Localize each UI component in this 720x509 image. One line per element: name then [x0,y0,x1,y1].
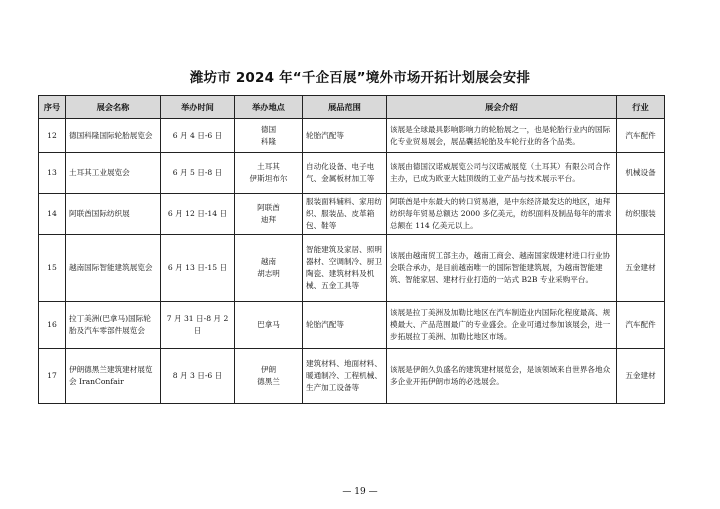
exhibition-intro: 阿联酋是中东最大的转口贸易港，是中东经济最发达的地区，迪拜纺织每年贸易总额达 2000 多亿美元，纺织面料及制品每年的需求总额在 114 亿美元以上。 [387,194,617,235]
exhibition-location: 越南 胡志明 [235,235,303,302]
exhibit-scope: 轮胎汽配等 [303,302,387,349]
exhibition-date: 7 月 31 日-8 月 2 日 [161,302,235,349]
exhibition-date: 6 月 4 日-6 日 [161,119,235,153]
page-number: — 19 — [342,487,378,497]
table-row [39,153,665,194]
exhibition-name: 拉丁美洲(巴拿马)国际轮胎及汽车零部件展览会 [66,302,161,349]
header-scope: 展品范围 [303,96,387,119]
exhibition-date: 6 月 12 日-14 日 [161,194,235,235]
exhibition-name: 阿联酋国际纺织展 [66,194,161,235]
header-date: 举办时间 [161,96,235,119]
industry: 汽车配件 [617,119,665,153]
exhibition-location: 阿联酋 迪拜 [235,194,303,235]
exhibit-scope: 智能建筑及家居、照明器材、空调制冷、厨卫陶瓷、建筑材料及机械、五金工具等 [303,235,387,302]
exhibit-scope: 自动化设备、电子电气、金属板材加工等 [303,153,387,194]
table-row [39,349,665,404]
table-row [39,235,665,302]
table-row [39,119,665,153]
industry: 五金建材 [617,235,665,302]
row-number: 14 [39,194,66,235]
exhibition-intro: 该展由德国汉诺威展览公司与汉诺威展览（土耳其）有限公司合作主办，已成为欧亚大陆顶级的工业产品与技术展示平台。 [387,153,617,194]
exhibition-intro: 该展是全球最具影响影响力的轮胎展之一，也是轮胎行业内的国际化专业贸易展会，展品囊括轮胎及车轮行业的各个品类。 [387,119,617,153]
exhibition-location: 巴拿马 [235,302,303,349]
exhibition-table [38,95,665,404]
header-industry: 行业 [617,96,665,119]
page-title: 潍坊市 2024 年“千企百展”境外市场开拓计划展会安排 [189,70,531,86]
exhibition-name: 德国科隆国际轮胎展览会 [66,119,161,153]
row-number: 16 [39,302,66,349]
industry: 汽车配件 [617,302,665,349]
table-header-row [39,96,665,119]
exhibition-date: 6 月 13 日-15 日 [161,235,235,302]
exhibition-name: 伊朗德黑兰建筑建材展览会 IranConfair [66,349,161,404]
exhibition-date: 8 月 3 日-6 日 [161,349,235,404]
row-number: 15 [39,235,66,302]
table-row [39,302,665,349]
exhibit-scope: 轮胎汽配等 [303,119,387,153]
exhibition-intro: 该展是伊朗久负盛名的建筑建材展览会，是该领域来自世界各地众多企业开拓伊朗市场的必选展会。 [387,349,617,404]
header-name: 展会名称 [66,96,161,119]
row-number: 17 [39,349,66,404]
industry: 机械设备 [617,153,665,194]
exhibit-scope: 服装面料辅料、家用纺织、服装品、皮革箱包、鞋等 [303,194,387,235]
row-number: 12 [39,119,66,153]
exhibition-name: 越南国际智能建筑展览会 [66,235,161,302]
row-number: 13 [39,153,66,194]
table-row [39,194,665,235]
exhibition-name: 土耳其工业展览会 [66,153,161,194]
header-intro: 展会介绍 [387,96,617,119]
exhibition-date: 6 月 5 日-8 日 [161,153,235,194]
exhibition-intro: 该展由越南贸工部主办，越南工商会、越南国家级建材进口行业协会联合承办，是目前越南唯一的国际智能建筑展，为越南智能建筑、智能家居、建材行业打造的一站式 B2B 专业采购平台。 [387,235,617,302]
exhibition-location: 德国 科隆 [235,119,303,153]
exhibit-scope: 建筑材料、地面材料、暖通制冷、工程机械、生产加工设备等 [303,349,387,404]
exhibition-location: 土耳其 伊斯坦布尔 [235,153,303,194]
industry: 五金建材 [617,349,665,404]
header-location: 举办地点 [235,96,303,119]
industry: 纺织服装 [617,194,665,235]
exhibition-intro: 该展是拉丁美洲及加勒比地区在汽车制造业内国际化程度最高、规模最大、产品范围最广的专业盛会。企业可通过参加该展会，进一步拓展拉丁美洲、加勒比地区市场。 [387,302,617,349]
exhibition-location: 伊朗 德黑兰 [235,349,303,404]
header-num: 序号 [39,96,66,119]
